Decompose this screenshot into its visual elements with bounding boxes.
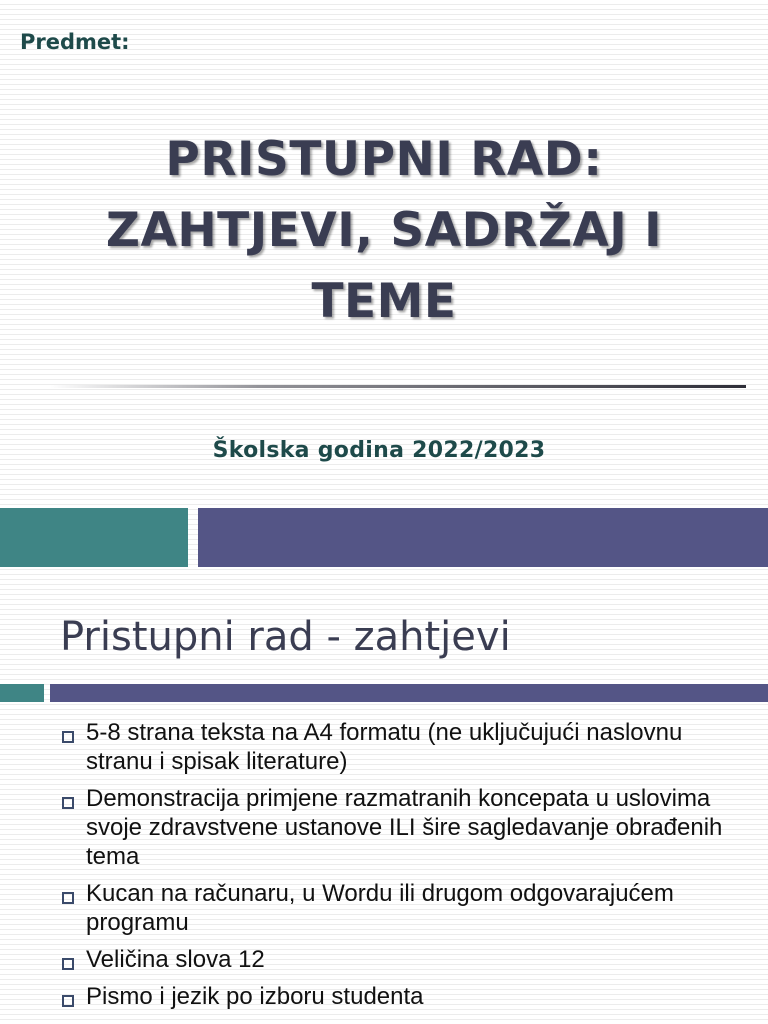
main-title-line-3: TEME <box>311 274 457 329</box>
bullet-text: Pismo i jezik po izboru studenta <box>86 983 424 1010</box>
decor-bar-teal-small <box>0 684 44 702</box>
slide-title: Pristupni rad - zahtjevi <box>60 614 511 660</box>
title-slide <box>0 0 768 508</box>
decor-bar-teal <box>0 508 188 567</box>
hollow-square-bullet-icon <box>62 958 74 970</box>
bullet-text: 5-8 strana teksta na A4 formatu (ne uključujući naslovnu stranu i spisak literature) <box>86 719 683 775</box>
title-divider <box>50 385 746 388</box>
bullet-text: Demonstracija primjene razmatranih koncepata u uslovima svoje zdravstvene ustanove ILI šire sagledavanje obrađenih tema <box>86 785 723 870</box>
hollow-square-bullet-icon <box>62 995 74 1007</box>
bullet-item <box>60 784 740 871</box>
bullet-list <box>60 718 740 1019</box>
main-title <box>40 124 728 337</box>
decor-bar-purple <box>198 508 768 567</box>
bullet-item <box>60 982 740 1011</box>
main-title-line-2: ZAHTJEVI, SADRŽAJ I <box>105 203 663 258</box>
hollow-square-bullet-icon <box>62 731 74 743</box>
bullet-item <box>60 879 740 937</box>
main-title-line-1: PRISTUPNI RAD: <box>165 132 603 187</box>
hollow-square-bullet-icon <box>62 797 74 809</box>
bullet-text: Kucan na računaru, u Wordu ili drugom odgovarajućem programu <box>86 880 674 936</box>
school-year: Školska godina 2022/2023 <box>212 438 546 463</box>
subject-label: Predmet: <box>20 30 130 54</box>
hollow-square-bullet-icon <box>62 892 74 904</box>
bullet-item <box>60 718 740 776</box>
decor-bar-purple-thin <box>50 684 768 702</box>
bullet-text: Veličina slova 12 <box>86 946 265 973</box>
bullet-item <box>60 945 740 974</box>
